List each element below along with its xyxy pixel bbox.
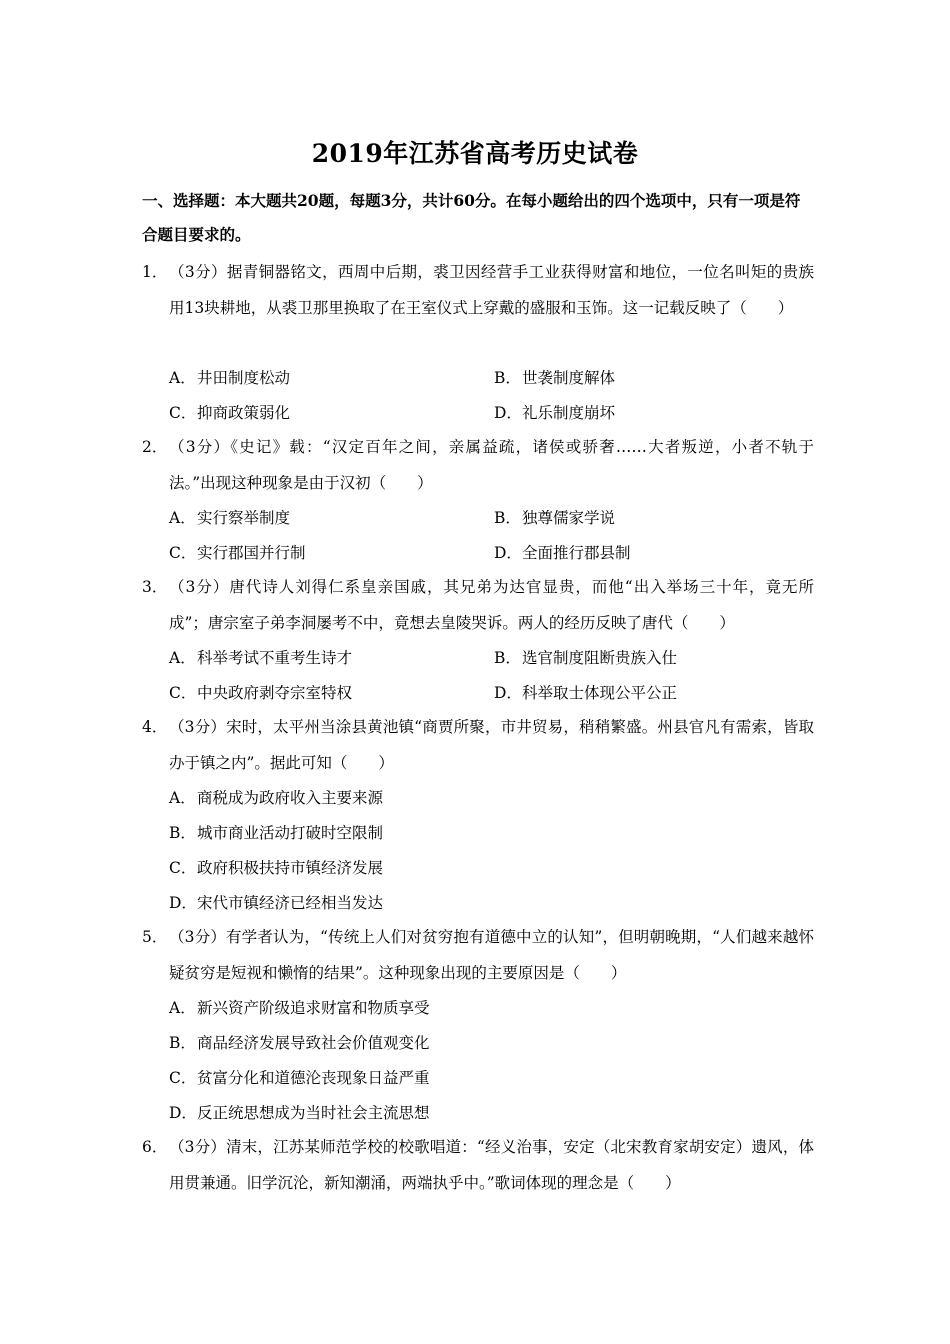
question-stem: （3分）有学者认为，“传统上人们对贫穷抱有道德中立的认知”，但明朝晚期，“人们越来越怀疑贫穷是短视和懒惰的结果”。这种现象出现的主要原因是（ ） [169,928,814,982]
option-b: B．商品经济发展导致社会价值观变化 [169,1034,430,1052]
question-4 [142,709,814,781]
option-d: D．反正统思想成为当时社会主流思想 [169,1104,430,1122]
option-d: D．全面推行郡县制 [494,544,631,562]
option-a: A．科举考试不重考生诗才 [169,649,353,667]
question-stem: （3分）据青铜器铭文，西周中后期，裘卫因经营手工业获得财富和地位，一位名叫矩的贵族用13块耕地，从裘卫那里换取了在王室仪式上穿戴的盛服和玉饰。这一记载反映了（ ） [169,263,814,317]
option-c: C．政府积极扶持市镇经济发展 [169,859,384,877]
option-a: A．新兴资产阶级追求财富和物质享受 [169,999,430,1017]
option-b: B．世袭制度解体 [494,369,616,387]
option-d: D．科举取士体现公平公正 [494,684,678,702]
option-b: B．选官制度阻断贵族入仕 [494,649,678,667]
question-number: 1． [142,263,168,281]
question-number: 6． [142,1138,168,1156]
option-c: C．贫富分化和道德沦丧现象日益严重 [169,1069,430,1087]
question-number: 2． [142,438,168,456]
question-1 [142,254,814,326]
option-a: A．商税成为政府收入主要来源 [169,789,384,807]
question-stem: （3分）宋时，太平州当涂县黄池镇“商贾所聚，市井贸易，稍稍繁盛。州县官凡有需索，皆取办于镇之内”。据此可知（ ） [169,718,814,772]
question-stem: （3分）唐代诗人刘得仁系皇亲国戚，其兄弟为达官显贵，而他“出入举场三十年，竟无所成”；唐宗室子弟李洞屡考不中，竟想去皇陵哭诉。两人的经历反映了唐代（ ） [169,578,814,632]
option-c: C．实行郡国并行制 [169,544,306,562]
question-stem: （3分）清末，江苏某师范学校的校歌唱道：“经义治事，安定（北宋教育家胡安定）遗风，体用贯兼通。旧学沉沦，新知潮涌，两端执乎中。”歌词体现的理念是（ ） [169,1138,814,1192]
option-a: A．实行察举制度 [169,509,291,527]
option-c: C．抑商政策弱化 [169,404,291,422]
question-stem: （3分）《史记》载：“汉定百年之间，亲属益疏，诸侯或骄奢……大者叛逆，小者不轨于法。”出现这种现象是由于汉初（ ） [169,438,814,492]
option-b: B．独尊儒家学说 [494,509,616,527]
question-number: 5． [142,928,168,946]
option-b: B．城市商业活动打破时空限制 [169,824,384,842]
option-d: D．宋代市镇经济已经相当发达 [169,894,384,912]
question-number: 3． [142,578,168,596]
question-5 [142,919,814,991]
question-3 [142,569,814,641]
option-d: D．礼乐制度崩坏 [494,404,616,422]
question-2 [142,429,814,501]
section-heading: 一、选择题：本大题共20题，每题3分，共计60分。在每小题给出的四个选项中，只有一项是符合题目要求的。 [142,191,801,244]
page-title: 2019年江苏省高考历史试卷 [311,139,639,168]
option-c: C．中央政府剥夺宗室特权 [169,684,353,702]
question-6 [142,1129,814,1201]
question-number: 4． [142,718,168,736]
option-a: A．井田制度松动 [169,369,291,387]
